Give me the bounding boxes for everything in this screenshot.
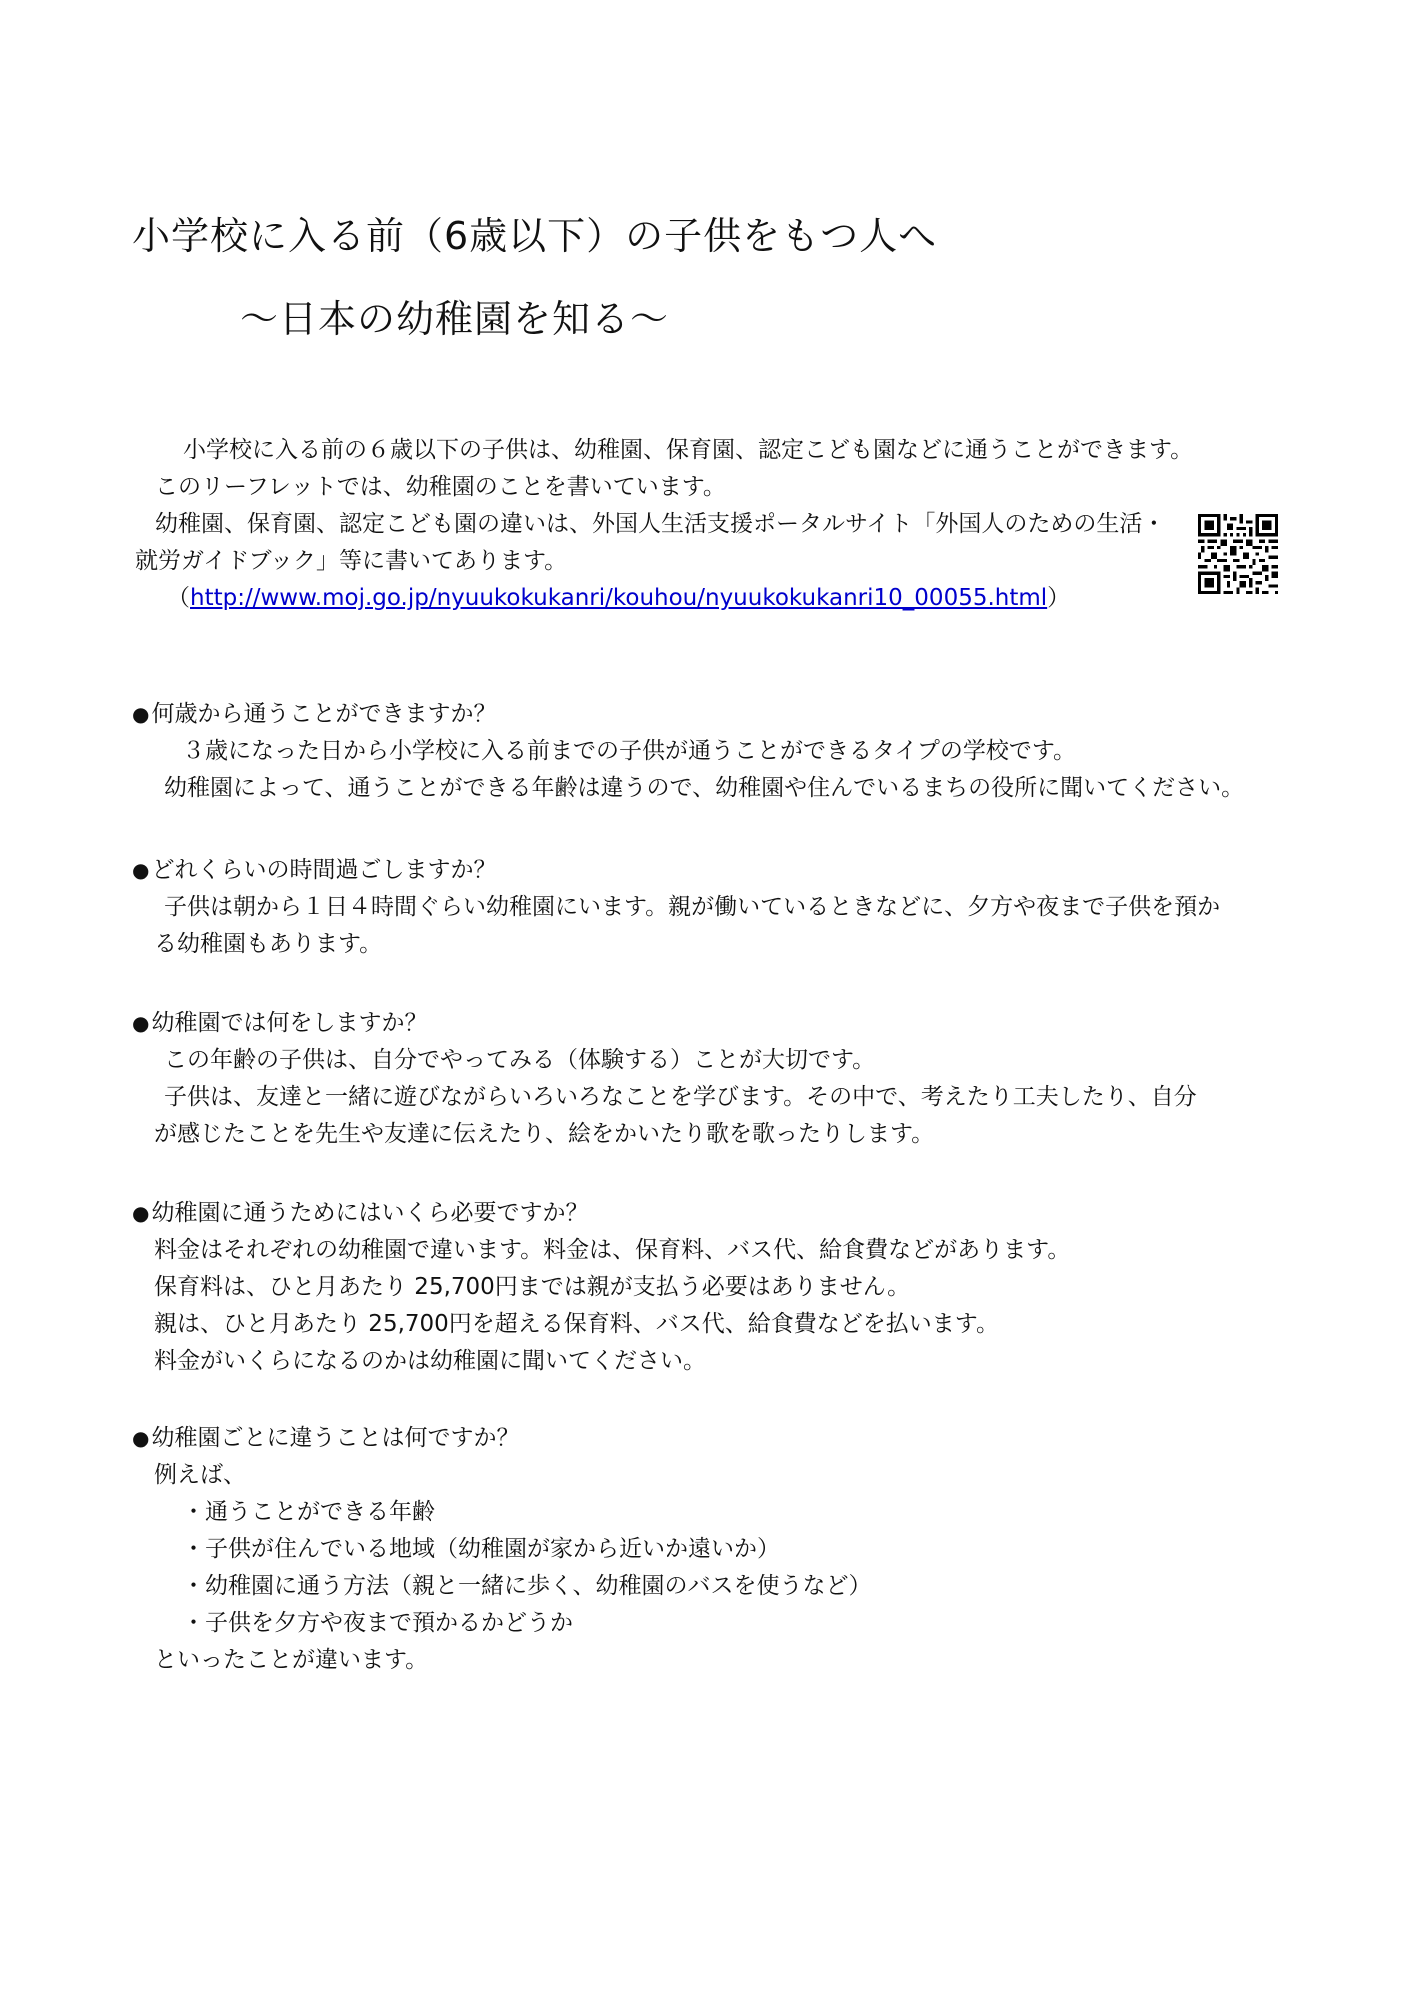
qr-code-icon[interactable] bbox=[1198, 514, 1278, 594]
section-line: 例えば、 bbox=[154, 1462, 246, 1488]
section-age bbox=[132, 696, 1292, 807]
black-circle-icon: ● bbox=[132, 1011, 150, 1035]
list-item: ・ 通うことができる年齢 bbox=[182, 1494, 1292, 1531]
url-open-paren: （ bbox=[167, 585, 190, 611]
list-item: ・ 子供を夕方や夜まで預かるかどうか bbox=[182, 1605, 1292, 1642]
black-circle-icon: ● bbox=[132, 1201, 150, 1225]
intro-paragraph-2: このリーフレットでは、幼稚園のことを書いています。 bbox=[155, 474, 726, 500]
difference-list bbox=[132, 1494, 1292, 1642]
intro-paragraph-3: 幼稚園、保育園、認定こども園の違いは、外国人生活支援ポータルサイト「外国人のための生活・ bbox=[155, 511, 1166, 537]
section-line: といったことが違います。 bbox=[154, 1647, 429, 1673]
section-heading-text: どれくらいの時間過ごしますか？ bbox=[151, 857, 497, 883]
url-close-paren: ） bbox=[1047, 585, 1071, 611]
section-line: る幼稚園もあります。 bbox=[154, 931, 383, 957]
section-line: 保育料は、ひと月あたり 25,700円までは親が支払う必要はありません。 bbox=[154, 1274, 911, 1300]
section-line: 子供は朝から１日４時間ぐらい幼稚園にいます。親が働いているときなどに、夕方や夜まで子供を預か bbox=[164, 894, 1221, 920]
intro-paragraph-1: 小学校に入る前の６歳以下の子供は、幼稚園、保育園、認定こども園などに通うことができます。 bbox=[183, 437, 1194, 463]
section-line: 幼稚園によって、通うことができる年齢は違うので、幼稚園や住んでいるまちの役所に聞いてください。 bbox=[164, 775, 1245, 801]
section-heading bbox=[132, 1005, 1292, 1042]
section-heading-text: 幼稚園ごとに違うことは何ですか？ bbox=[151, 1425, 520, 1451]
list-item: ・ 子供が住んでいる地域（幼稚園が家から近いか遠いか） bbox=[182, 1531, 1292, 1568]
section-line: この年齢の子供は、自分でやってみる（体験する）ことが大切です。 bbox=[164, 1047, 876, 1073]
guidebook-link[interactable]: http://www.moj.go.jp/nyuukokukanri/kouhou/nyuukokukanri10_00055.html bbox=[190, 585, 1048, 611]
intro-url-line bbox=[135, 580, 1275, 617]
section-differences bbox=[132, 1420, 1292, 1679]
intro-block bbox=[135, 432, 1275, 617]
section-heading-text: 幼稚園では何をしますか？ bbox=[151, 1010, 428, 1036]
section-line: が感じたことを先生や友達に伝えたり、絵をかいたり歌を歌ったりします。 bbox=[154, 1121, 935, 1147]
section-heading bbox=[132, 1195, 1292, 1232]
section-heading-text: 何歳から通うことができますか？ bbox=[151, 701, 497, 727]
section-heading bbox=[132, 696, 1292, 733]
black-circle-icon: ● bbox=[132, 1426, 150, 1450]
section-heading-text: 幼稚園に通うためにはいくら必要ですか？ bbox=[151, 1200, 589, 1226]
section-line: 料金はそれぞれの幼稚園で違います。料金は、保育料、バス代、給食費などがあります。 bbox=[154, 1237, 1071, 1263]
section-line: 料金がいくらになるのかは幼稚園に聞いてください。 bbox=[154, 1348, 706, 1374]
intro-paragraph-4: 就労ガイドブック」等に書いてあります。 bbox=[135, 548, 568, 574]
section-line: 子供は、友達と一緒に遊びながらいろいろなことを学びます。その中で、考えたり工夫したり、自分 bbox=[164, 1084, 1197, 1110]
section-heading bbox=[132, 852, 1292, 889]
section-line: ３歳になった日から小学校に入る前までの子供が通うことができるタイプの学校です。 bbox=[182, 738, 1077, 764]
page-title: 小学校に入る前（6歳以下）の子供をもつ人へ bbox=[132, 214, 938, 258]
section-time bbox=[132, 852, 1292, 963]
section-heading bbox=[132, 1420, 1292, 1457]
section-line: 親は、ひと月あたり 25,700円を超える保育料、バス代、給食費などを払います。 bbox=[154, 1311, 999, 1337]
black-circle-icon: ● bbox=[132, 858, 150, 882]
section-fees bbox=[132, 1195, 1292, 1380]
list-item: ・ 幼稚園に通う方法（親と一緒に歩く、幼稚園のバスを使うなど） bbox=[182, 1568, 1292, 1605]
page-subtitle: 〜日本の幼稚園を知る〜 bbox=[240, 297, 670, 341]
section-activities bbox=[132, 1005, 1292, 1153]
black-circle-icon: ● bbox=[132, 702, 150, 726]
